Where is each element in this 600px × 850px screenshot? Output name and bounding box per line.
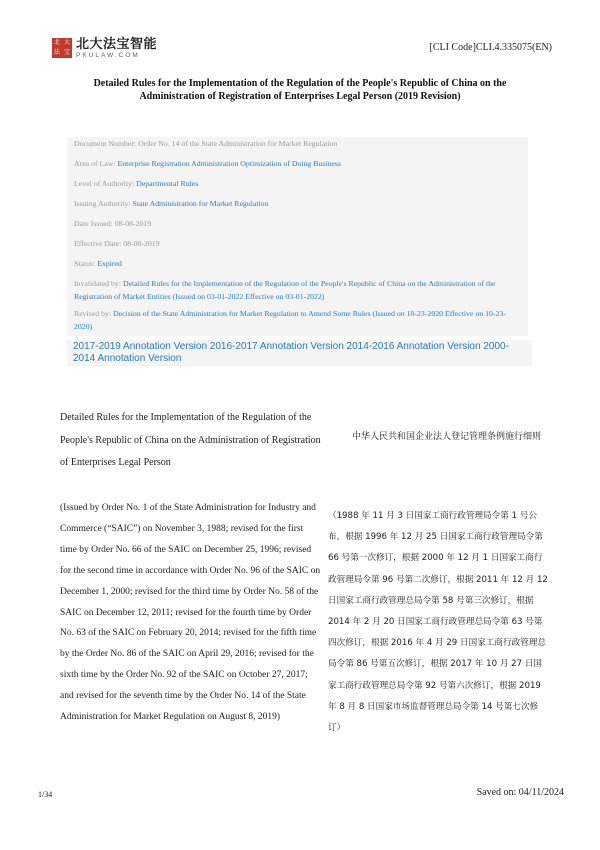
meta-value: Order No. 14 of the State Administration for Market Regulation xyxy=(138,139,338,148)
meta-label: Level of Authority: xyxy=(74,179,135,188)
page-title: Detailed Rules for the Implementation of the Regulation of the People's Republic of China on the Administration of Registration of Enterprises Legal Person (2019 Revision) xyxy=(93,78,507,102)
logo-en-text: PKULAW.COM xyxy=(76,52,140,59)
issuing-authority-link[interactable]: State Administration for Market Regulation xyxy=(132,199,269,208)
meta-invalidated-by xyxy=(74,277,524,303)
meta-label: Status: xyxy=(74,259,96,268)
chinese-document-title: 中华人民共和国企业法人登记管理条例施行细则 xyxy=(352,432,542,442)
meta-status xyxy=(74,257,524,270)
logo-seal-char: 法 xyxy=(53,49,60,56)
logo-seal-char: 宝 xyxy=(63,49,70,56)
meta-label: Area of Law: xyxy=(74,159,116,168)
logo-seal-char: 大 xyxy=(63,39,70,46)
logo-seal-icon xyxy=(52,38,72,58)
meta-label: Date Issued: xyxy=(74,219,113,228)
level-of-authority-link[interactable]: Departmental Rules xyxy=(136,179,199,188)
meta-value: 08-08-2019 xyxy=(123,239,160,248)
pkulaw-logo[interactable] xyxy=(52,38,157,60)
meta-label: Effective Date: xyxy=(74,239,122,248)
page-header xyxy=(52,38,552,68)
saved-date: Saved on: 04/11/2024 xyxy=(476,787,564,798)
area-of-law-link[interactable]: Enterprise Registration Administration Optimization of Doing Business xyxy=(117,159,342,168)
english-issuance-note: (Issued by Order No. 1 of the State Administration for Industry and Commerce (“SAIC”) on November 3, 1988; revised for the first time by Order No. 66 of the SAIC on December 25, 1996; revised for the second time in accordance with Order No. 96 of the SAIC on December 1, 2000; revised for the third time by Order No. 58 of the SAIC on December 12, 2011; revised for the fourth time by Order No. 63 of the SAIC on February 20, 2014; revised for the fifth time by the Order No. 86 of the SAIC on April 29, 2016; revised for the sixth time by the Order No. 92 of the SAIC on October 27, 2017; and revised for the seventh time by the Order No. 14 of the State Administration for Market Regulation on August 8, 2019) xyxy=(60,503,321,723)
invalidated-by-link[interactable]: Detailed Rules for the Implementation of the Regulation of the People's Republic of China on the Administration of the Registration of Market Entities (Issued on 03-01-2022 Effective on 03-01-2022) xyxy=(74,279,496,301)
logo-seal-char: 北 xyxy=(53,39,60,46)
chinese-issuance-note: （1988 年 11 月 3 日国家工商行政管理局令第 1 号公布，根据 1996 年 12 月 25 日国家工商行政管理局令第 66 号第一次修订，根据 2000 年 12 月 1 日国家工商行政管理局令第 96 号第二次修订，根据 2011 年 12 月 12 日国家工商行政管理总局令第 58 号第三次修订，根据 2014 年 2 月 20 日国家工商行政管理总局令第 63 号第四次修订，根据 2016 年 4 月 29 日国家工商行政管理总局令第 86 号第五次修订，根据 2017 年 10 月 27 日国家工商行政管理总局令第 92 号第六次修订，根据 2019 年 8 月 8 日国家市场监督管理总局令第 14 号第七次修订） xyxy=(328,511,548,734)
page-number: 1/34 xyxy=(38,790,53,799)
meta-effective-date xyxy=(74,237,524,250)
english-document-title: Detailed Rules for the Implementation of the Regulation of the People's Republic of China on the Administration of Registration of Enterprises Legal Person xyxy=(60,412,321,468)
revised-by-link[interactable]: Decision of the State Administration for Market Regulation to Amend Some Rules (Issued on 10-23-2020 Effective on 10-23-2020) xyxy=(74,309,506,331)
meta-label: Invalidated by: xyxy=(74,279,121,288)
metadata-panel xyxy=(67,137,528,336)
meta-level-of-authority xyxy=(74,177,524,190)
meta-label: Revised by: xyxy=(74,309,112,318)
meta-label: Issuing Authority: xyxy=(74,199,131,208)
meta-date-issued xyxy=(74,217,524,230)
meta-label: Document Number: xyxy=(74,139,137,148)
meta-area-of-law xyxy=(74,157,524,170)
meta-revised-by xyxy=(74,307,524,333)
logo-cn-text: 北大法宝智能 xyxy=(76,37,158,52)
cli-code: [CLI Code]CLI.4.335075(EN) xyxy=(429,42,552,53)
meta-value: 08-08-2019 xyxy=(114,219,152,228)
annotation-versions-links[interactable]: 2017-2019 Annotation Version 2016-2017 Annotation Version 2014-2016 Annotation Version 2000-2014 Annotation Version xyxy=(67,340,532,366)
meta-issuing-authority xyxy=(74,197,524,210)
status-badge: Expired xyxy=(97,259,122,268)
meta-document-number xyxy=(74,137,524,150)
